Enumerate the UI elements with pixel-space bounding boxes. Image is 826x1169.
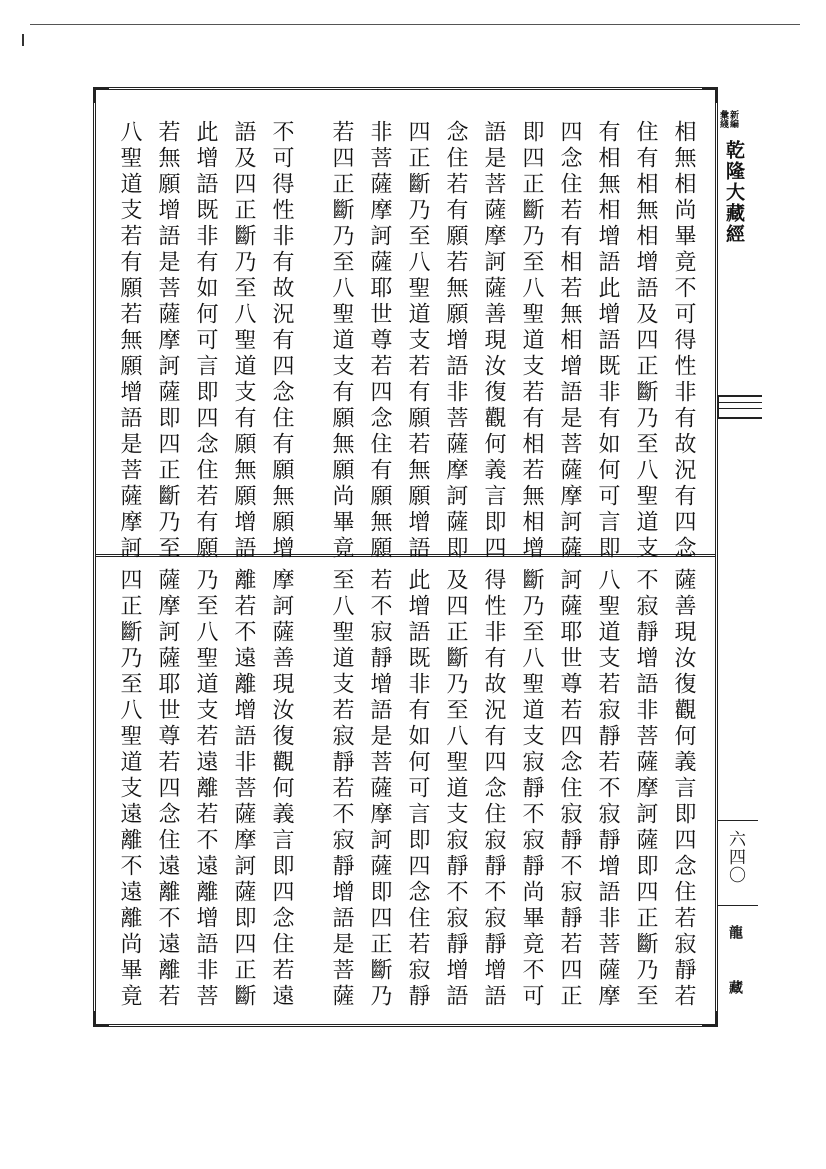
text-column: 此增語既非有如何可言即四念住若寂靜 bbox=[405, 568, 430, 1010]
margin-tick bbox=[22, 34, 24, 46]
corner-ornament bbox=[93, 87, 109, 103]
text-column: 乃至八聖道支若遠離若不遠離增語非菩 bbox=[193, 568, 218, 1010]
text-column: 非菩薩摩訶薩耶世尊若四念住有願無願 bbox=[367, 120, 392, 562]
text-column: 相無相尚畢竟不可得性非有故況有四念 bbox=[671, 120, 696, 562]
top-rule bbox=[30, 24, 800, 25]
text-column: 不可得性非有故況有四念住有願無願增 bbox=[269, 120, 294, 562]
text-column: 四正斷乃至八聖道支若有願若無願增語 bbox=[405, 120, 430, 562]
text-column: 若不寂靜增語是菩薩摩訶薩即四正斷乃 bbox=[367, 568, 392, 1010]
page-number: 六四〇 bbox=[725, 830, 745, 884]
margin-divider bbox=[718, 905, 758, 906]
text-column: 斷乃至八聖道支寂靜不寂靜尚畢竟不可 bbox=[519, 568, 544, 1010]
text-column: 至八聖道支若寂靜若不寂靜增語是菩薩 bbox=[329, 568, 354, 1010]
series-tag: 新編 bbox=[728, 110, 738, 128]
text-column: 若四正斷乃至八聖道支有願無願尚畢竟 bbox=[329, 120, 354, 562]
thumb-tab-inner bbox=[718, 402, 762, 409]
text-column: 八聖道支若有願若無願增語是菩薩摩訶 bbox=[117, 120, 142, 562]
edition-mark: 藏 bbox=[727, 980, 743, 994]
text-column: 八聖道支若寂靜若不寂靜增語非菩薩摩 bbox=[595, 568, 620, 1010]
text-column: 不寂靜增語非菩薩摩訶薩即四正斷乃至 bbox=[633, 568, 658, 1010]
text-column: 念住若有願若無願增語非菩薩摩訶薩即 bbox=[443, 120, 468, 562]
text-column: 此增語既非有如何可言即四念住若有願 bbox=[193, 120, 218, 562]
corner-ornament bbox=[702, 1011, 718, 1027]
text-column: 四正斷乃至八聖道支遠離不遠離尚畢竟 bbox=[117, 568, 142, 1010]
text-column: 及四正斷乃至八聖道支寂靜不寂靜增語 bbox=[443, 568, 468, 1010]
text-column: 薩摩訶薩耶世尊若四念住遠離不遠離若 bbox=[155, 568, 180, 1010]
text-column: 語及四正斷乃至八聖道支有願無願增語 bbox=[231, 120, 256, 562]
text-column: 即四正斷乃至八聖道支若有相若無相增 bbox=[519, 120, 544, 562]
text-column: 摩訶薩善現汝復觀何義言即四念住若遠 bbox=[269, 568, 294, 1010]
series-tag: 彙綫 bbox=[718, 110, 728, 128]
corner-ornament bbox=[93, 1011, 109, 1027]
text-column: 若無願增語是菩薩摩訶薩即四正斷乃至 bbox=[155, 120, 180, 562]
margin-divider bbox=[718, 820, 758, 821]
corner-ornament bbox=[702, 87, 718, 103]
text-column: 得性非有故況有四念住寂靜不寂靜增語 bbox=[481, 568, 506, 1010]
text-column: 語是菩薩摩訶薩善現汝復觀何義言即四 bbox=[481, 120, 506, 562]
text-column: 薩善現汝復觀何義言即四念住若寂靜若 bbox=[671, 568, 696, 1010]
book-title: 乾隆大藏經 bbox=[723, 140, 745, 245]
text-column: 四念住若有相若無相增語是菩薩摩訶薩 bbox=[557, 120, 582, 562]
text-column: 住有相無相增語及四正斷乃至八聖道支 bbox=[633, 120, 658, 562]
text-column: 離若不遠離增語非菩薩摩訶薩即四正斷 bbox=[231, 568, 256, 1010]
edition-mark: 龍 bbox=[727, 925, 743, 939]
text-column: 有相無相增語此增語既非有如何可言即 bbox=[595, 120, 620, 562]
text-column: 訶薩耶世尊若四念住寂靜不寂靜若四正 bbox=[557, 568, 582, 1010]
